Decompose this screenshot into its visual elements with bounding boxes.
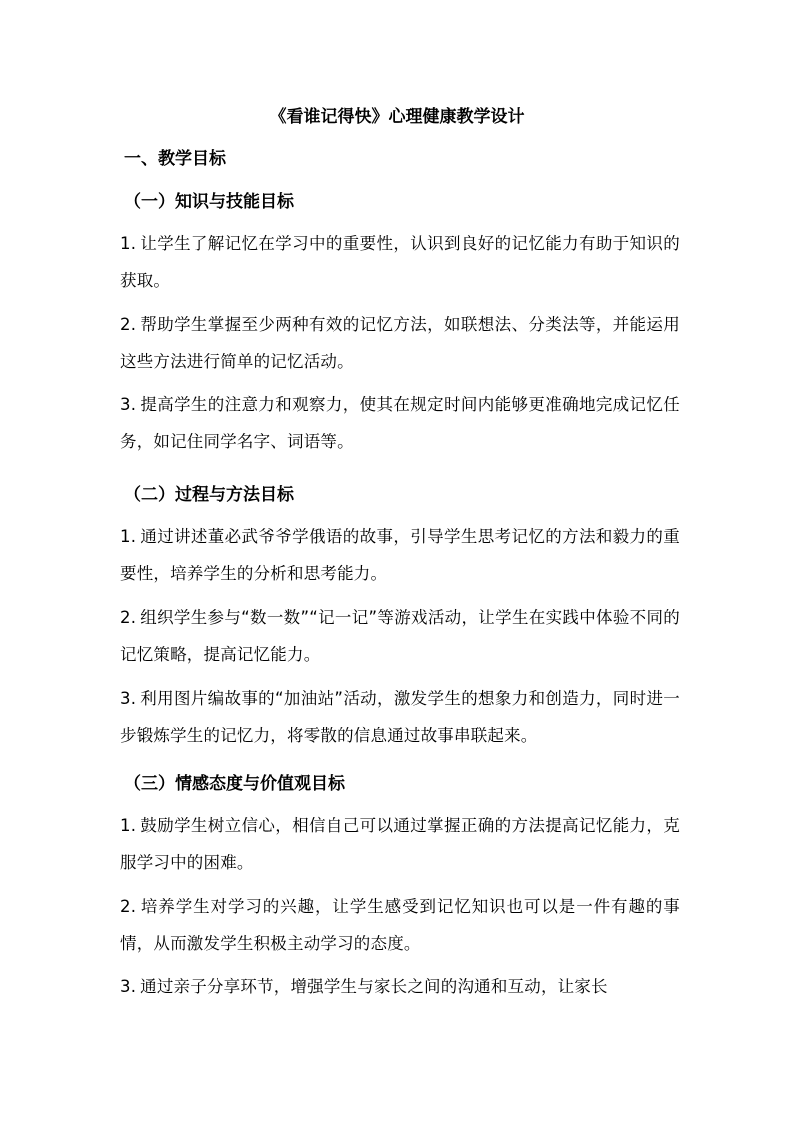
item-number: 2.	[120, 315, 137, 334]
item-text: 通过亲子分享环节，增强学生与家长之间的沟通和互动，让家长	[140, 977, 608, 996]
paragraph-emotion-2	[120, 888, 680, 962]
item-number: 3.	[120, 689, 137, 708]
item-text: 通过讲述董必武爷爷学俄语的故事，引导学生思考记忆的方法和毅力的重要性，培养学生的分析和思考能力。	[120, 527, 680, 583]
subheading-knowledge-skills: （一）知识与技能目标	[124, 192, 294, 212]
paragraph-process-3	[120, 680, 680, 754]
item-text: 帮助学生掌握至少两种有效的记忆方法，如联想法、分类法等，并能运用这些方法进行简单的记忆活动。	[120, 315, 680, 371]
document-title: 《看谁记得快》心理健康教学设计	[269, 107, 525, 127]
paragraph-emotion-1	[120, 807, 680, 881]
section-heading-teaching-goals: 一、教学目标	[124, 149, 226, 169]
paragraph-knowledge-2	[120, 306, 680, 380]
item-number: 1.	[120, 527, 137, 546]
item-number: 1.	[120, 816, 137, 835]
item-text: 让学生了解记忆在学习中的重要性，认识到良好的记忆能力有助于知识的获取。	[120, 234, 680, 290]
item-text: 组织学生参与“数一数”“记一记”等游戏活动，让学生在实践中体验不同的记忆策略，提高记忆能力。	[120, 608, 680, 664]
paragraph-knowledge-1	[120, 225, 680, 299]
subheading-process-methods: （二）过程与方法目标	[124, 485, 294, 505]
item-text: 培养学生对学习的兴趣，让学生感受到记忆知识也可以是一件有趣的事情，从而激发学生积极主动学习的态度。	[120, 897, 680, 953]
paragraph-emotion-3	[120, 968, 680, 1005]
item-number: 3.	[120, 395, 137, 414]
item-number: 2.	[120, 608, 137, 627]
item-number: 1.	[120, 234, 137, 253]
paragraph-knowledge-3	[120, 386, 680, 460]
item-text: 鼓励学生树立信心，相信自己可以通过掌握正确的方法提高记忆能力，克服学习中的困难。	[120, 816, 680, 872]
item-text: 提高学生的注意力和观察力，使其在规定时间内能够更准确地完成记忆任务，如记住同学名字、词语等。	[120, 395, 680, 451]
paragraph-process-2	[120, 599, 680, 673]
item-number: 3.	[120, 977, 137, 996]
item-text: 利用图片编故事的“加油站”活动，激发学生的想象力和创造力，同时进一步锻炼学生的记忆力，将零散的信息通过故事串联起来。	[120, 689, 680, 745]
item-number: 2.	[120, 897, 137, 916]
paragraph-process-1	[120, 518, 680, 592]
subheading-emotion-values: （三）情感态度与价值观目标	[124, 774, 345, 794]
